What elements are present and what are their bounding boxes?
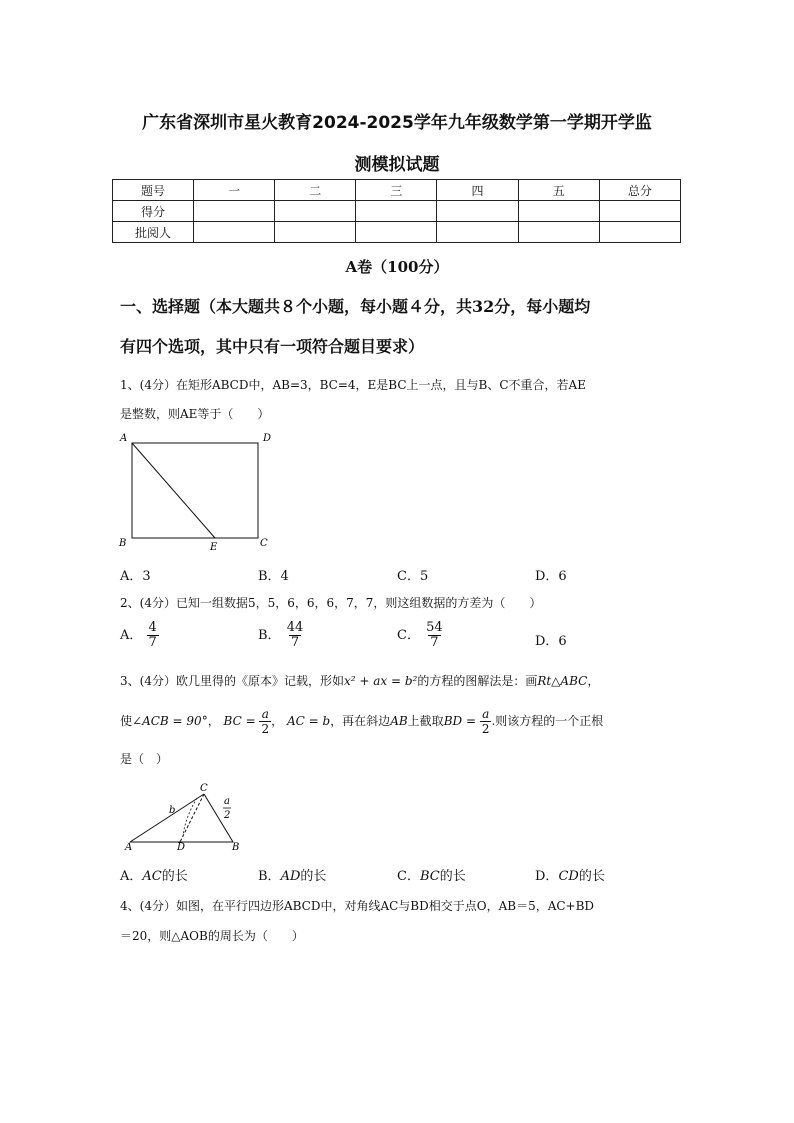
- question-1-option-a: A．3: [120, 569, 151, 584]
- question-1-option-d: D．6: [535, 569, 567, 584]
- exam-title-line2: 测模拟试题: [354, 155, 440, 175]
- question-3-line1: 3、(4分）欧几里得的《原本》记载，形如x² + ax = b²的方程的图解法是：画Rt△ABC，: [120, 674, 600, 688]
- point-label-d: D: [263, 433, 272, 444]
- triangle-figure: [115, 780, 255, 852]
- point-label-b: B: [232, 842, 240, 852]
- table-cell: 二: [275, 180, 356, 201]
- question-3-option-a: A．AC的长: [120, 869, 188, 884]
- point-label-d: D: [177, 842, 186, 852]
- table-cell: 得分: [113, 201, 194, 222]
- exam-title-line1: 广东省深圳市星火教育2024-2025学年九年级数学第一学期开学监: [142, 113, 652, 133]
- question-2-option-a: A． $\frac{4}{7}$: [120, 620, 157, 650]
- table-cell: 题号: [113, 180, 194, 201]
- score-table: [112, 179, 681, 243]
- arc-mark: [183, 798, 197, 836]
- question-1-option-c: C．5: [397, 569, 429, 584]
- point-label-e: E: [210, 542, 218, 553]
- question-3-line2: 使∠ACB = 90°， BC = $\frac{a}{2}$ ， AC = b，再在斜边AB上截取BD = $\frac{a}{2}$ .则该方程的一个正根: [120, 707, 604, 736]
- question-2-text: 2、(4分）已知一组数据5，5，6，6，6，7，7，则这组数据的方差为（ ）: [120, 596, 542, 610]
- equation: x² + ax = b²: [343, 674, 418, 688]
- section-heading: A卷（100分）: [345, 258, 449, 276]
- table-cell: 批阅人: [113, 222, 194, 243]
- side-label-b: b: [169, 805, 176, 816]
- question-4-line1: 4、(4分）如图，在平行四边形ABCD中，对角线AC与BD相交于点O，AB＝5，AC+BD: [120, 899, 595, 913]
- question-3-option-b: B．AD的长: [258, 869, 327, 884]
- table-row: [113, 201, 681, 222]
- question-3-option-c: C．BC的长: [397, 869, 466, 884]
- rectangle-figure: [115, 428, 280, 554]
- table-cell: 一: [194, 180, 275, 201]
- question-2-option-b: B． $\frac{44}{7}$: [258, 620, 304, 650]
- part-heading-line2: 有四个选项，其中只有一项符合题目要求）: [120, 337, 425, 356]
- question-2-option-c: C． $\frac{54}{7}$: [397, 620, 443, 650]
- point-label-b: B: [119, 538, 127, 549]
- point-label-a: A: [120, 433, 128, 444]
- point-label-a: A: [125, 842, 133, 852]
- table-cell: 四: [437, 180, 518, 201]
- part-heading-line1: 一、选择题（本大题共８个小题，每小题４分，共32分，每小题均: [120, 297, 591, 316]
- point-label-c: C: [260, 538, 268, 549]
- fraction: $\frac{a}{2}$: [481, 707, 490, 736]
- fraction: $\frac{a}{2}$: [261, 707, 270, 736]
- question-1-line1: 1、(4分）在矩形ABCD中，AB=3，BC=4，E是BC上一点，且与B、C不重合，若AE: [120, 378, 586, 392]
- side-label-2: 2: [224, 810, 231, 821]
- table-cell: 五: [518, 180, 599, 201]
- fraction: $\frac{54}{7}$: [426, 620, 443, 650]
- question-2-option-d: D．6: [535, 634, 567, 649]
- question-1-line2: 是整数，则AE等于（ ）: [120, 407, 270, 421]
- rectangle-abcd: [132, 443, 258, 538]
- side-label-a: a: [224, 796, 230, 807]
- table-cell: 三: [356, 180, 437, 201]
- fraction: $\frac{44}{7}$: [286, 620, 304, 650]
- point-label-c: C: [200, 783, 208, 794]
- fraction: $\frac{4}{7}$: [148, 620, 157, 650]
- question-1-option-b: B．4: [258, 569, 289, 584]
- table-cell: 总分: [599, 180, 680, 201]
- question-3-option-d: D．CD的长: [535, 869, 605, 884]
- score-table-header: [113, 180, 681, 201]
- question-3-line3: 是（ ）: [120, 752, 169, 766]
- question-4-line2: ＝20，则△AOB的周长为（ ）: [120, 929, 304, 943]
- segment-ac: [130, 794, 204, 842]
- segment-ae: [132, 443, 215, 538]
- table-row: [113, 222, 681, 243]
